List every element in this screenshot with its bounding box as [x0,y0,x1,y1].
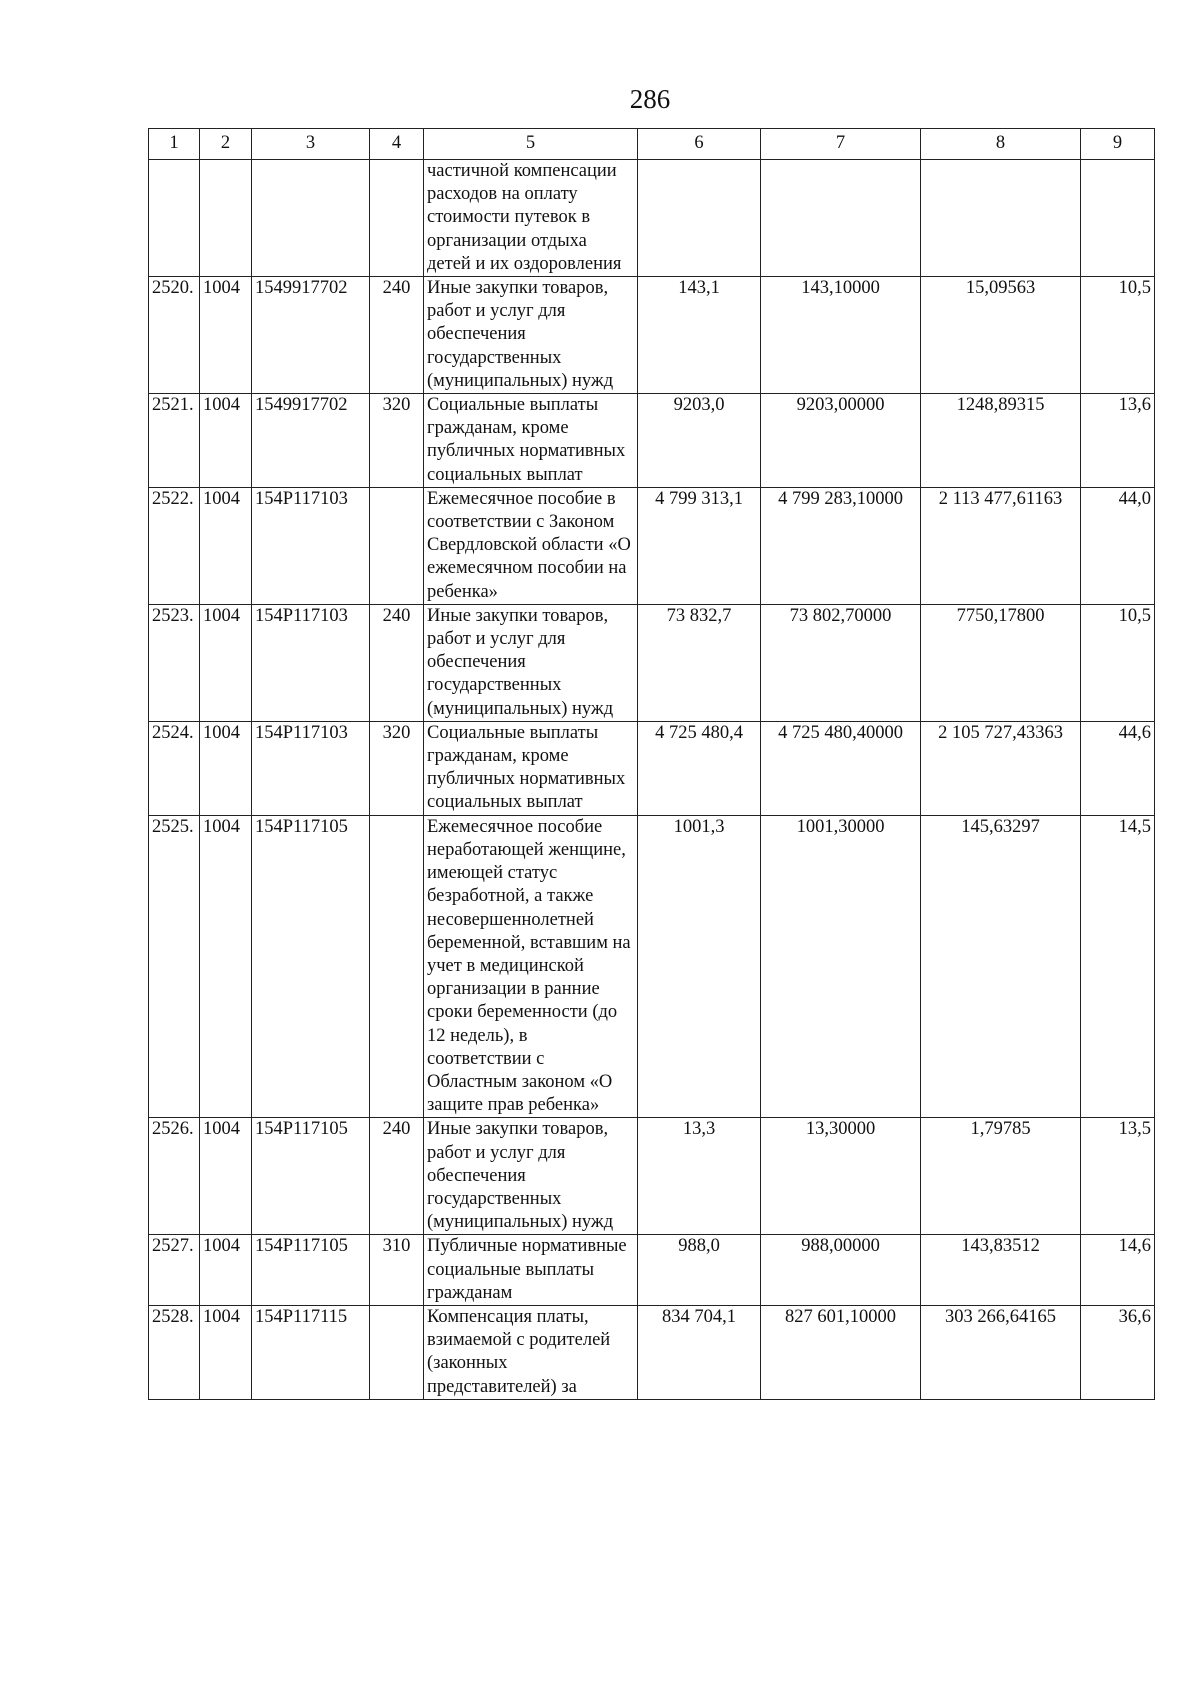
budget-table [148,128,1155,1400]
expense-kind-code: 240 [370,1118,424,1235]
item-name: частичной компенсации расходов на оплату стоимости путевок в организации отдыха детей и их оздоровления [424,160,638,277]
execution-percent: 13,5 [1081,1118,1155,1235]
target-article-code: 1549917702 [252,277,370,394]
executed-amount: 303 266,64165 [921,1305,1081,1399]
section-code: 1004 [200,1235,252,1306]
execution-percent: 10,5 [1081,604,1155,721]
item-name: Ежемесячное пособие неработающей женщине, имеющей статус безработной, а также несовершеннолетней беременной, вставшим на учет в медицинской организации в ранние сроки беременности (до 12 недель), в соответствии с Областным законом «О защите прав ребенка» [424,815,638,1118]
section-code: 1004 [200,1118,252,1235]
approved-amount: 988,0 [638,1235,761,1306]
planned-amount: 73 802,70000 [761,604,921,721]
executed-amount: 145,63297 [921,815,1081,1118]
table-row [149,1305,1155,1399]
approved-amount: 4 799 313,1 [638,487,761,604]
expense-kind-code: 320 [370,721,424,815]
execution-percent: 36,6 [1081,1305,1155,1399]
target-article-code: 154P117103 [252,604,370,721]
target-article-code: 154P117103 [252,721,370,815]
section-code: 1004 [200,721,252,815]
table-row [149,1118,1155,1235]
executed-amount: 15,09563 [921,277,1081,394]
section-code: 1004 [200,1305,252,1399]
planned-amount: 9203,00000 [761,394,921,488]
section-code: 1004 [200,604,252,721]
executed-amount: 2 113 477,61163 [921,487,1081,604]
planned-amount: 4 725 480,40000 [761,721,921,815]
approved-amount: 1001,3 [638,815,761,1118]
column-header: 6 [638,129,761,160]
planned-amount: 827 601,10000 [761,1305,921,1399]
table-row [149,1235,1155,1306]
planned-amount [761,160,921,277]
header-row [149,129,1155,160]
table-row [149,394,1155,488]
execution-percent [1081,160,1155,277]
target-article-code: 154P117103 [252,487,370,604]
execution-percent: 14,5 [1081,815,1155,1118]
row-number: 2528. [149,1305,200,1399]
target-article-code: 154P117115 [252,1305,370,1399]
approved-amount: 13,3 [638,1118,761,1235]
item-name: Ежемесячное пособие в соответствии с Законом Свердловской области «О ежемесячном пособии на ребенка» [424,487,638,604]
approved-amount: 834 704,1 [638,1305,761,1399]
expense-kind-code: 240 [370,277,424,394]
table-row [149,277,1155,394]
executed-amount: 1,79785 [921,1118,1081,1235]
table-row [149,721,1155,815]
row-number [149,160,200,277]
section-code: 1004 [200,394,252,488]
planned-amount: 143,10000 [761,277,921,394]
item-name: Иные закупки товаров, работ и услуг для обеспечения государственных (муниципальных) нужд [424,277,638,394]
planned-amount: 988,00000 [761,1235,921,1306]
column-header: 5 [424,129,638,160]
expense-kind-code [370,1305,424,1399]
approved-amount: 73 832,7 [638,604,761,721]
table-row [149,815,1155,1118]
column-header: 7 [761,129,921,160]
row-number: 2525. [149,815,200,1118]
column-header: 8 [921,129,1081,160]
table-row [149,604,1155,721]
section-code: 1004 [200,487,252,604]
target-article-code: 154P117105 [252,815,370,1118]
execution-percent: 44,6 [1081,721,1155,815]
item-name: Компенсация платы, взимаемой с родителей (законных представителей) за [424,1305,638,1399]
executed-amount [921,160,1081,277]
approved-amount [638,160,761,277]
page-number: 286 [629,84,671,114]
section-code [200,160,252,277]
expense-kind-code [370,487,424,604]
column-header: 9 [1081,129,1155,160]
table-row [149,160,1155,277]
executed-amount: 1248,89315 [921,394,1081,488]
expense-kind-code: 240 [370,604,424,721]
item-name: Социальные выплаты гражданам, кроме публичных нормативных социальных выплат [424,394,638,488]
item-name: Социальные выплаты гражданам, кроме публичных нормативных социальных выплат [424,721,638,815]
target-article-code: 1549917702 [252,394,370,488]
planned-amount: 1001,30000 [761,815,921,1118]
execution-percent: 13,6 [1081,394,1155,488]
row-number: 2523. [149,604,200,721]
approved-amount: 9203,0 [638,394,761,488]
section-code: 1004 [200,815,252,1118]
item-name: Иные закупки товаров, работ и услуг для обеспечения государственных (муниципальных) нужд [424,604,638,721]
table-row [149,487,1155,604]
expense-kind-code [370,815,424,1118]
execution-percent: 44,0 [1081,487,1155,604]
execution-percent: 14,6 [1081,1235,1155,1306]
target-article-code [252,160,370,277]
row-number: 2526. [149,1118,200,1235]
executed-amount: 7750,17800 [921,604,1081,721]
section-code: 1004 [200,277,252,394]
row-number: 2527. [149,1235,200,1306]
target-article-code: 154P117105 [252,1235,370,1306]
executed-amount: 2 105 727,43363 [921,721,1081,815]
column-header: 3 [252,129,370,160]
planned-amount: 13,30000 [761,1118,921,1235]
row-number: 2524. [149,721,200,815]
approved-amount: 143,1 [638,277,761,394]
item-name: Публичные нормативные социальные выплаты гражданам [424,1235,638,1306]
execution-percent: 10,5 [1081,277,1155,394]
executed-amount: 143,83512 [921,1235,1081,1306]
target-article-code: 154P117105 [252,1118,370,1235]
expense-kind-code: 320 [370,394,424,488]
column-header: 2 [200,129,252,160]
row-number: 2520. [149,277,200,394]
planned-amount: 4 799 283,10000 [761,487,921,604]
row-number: 2522. [149,487,200,604]
column-header: 4 [370,129,424,160]
row-number: 2521. [149,394,200,488]
column-header: 1 [149,129,200,160]
expense-kind-code [370,160,424,277]
item-name: Иные закупки товаров, работ и услуг для обеспечения государственных (муниципальных) нужд [424,1118,638,1235]
approved-amount: 4 725 480,4 [638,721,761,815]
expense-kind-code: 310 [370,1235,424,1306]
